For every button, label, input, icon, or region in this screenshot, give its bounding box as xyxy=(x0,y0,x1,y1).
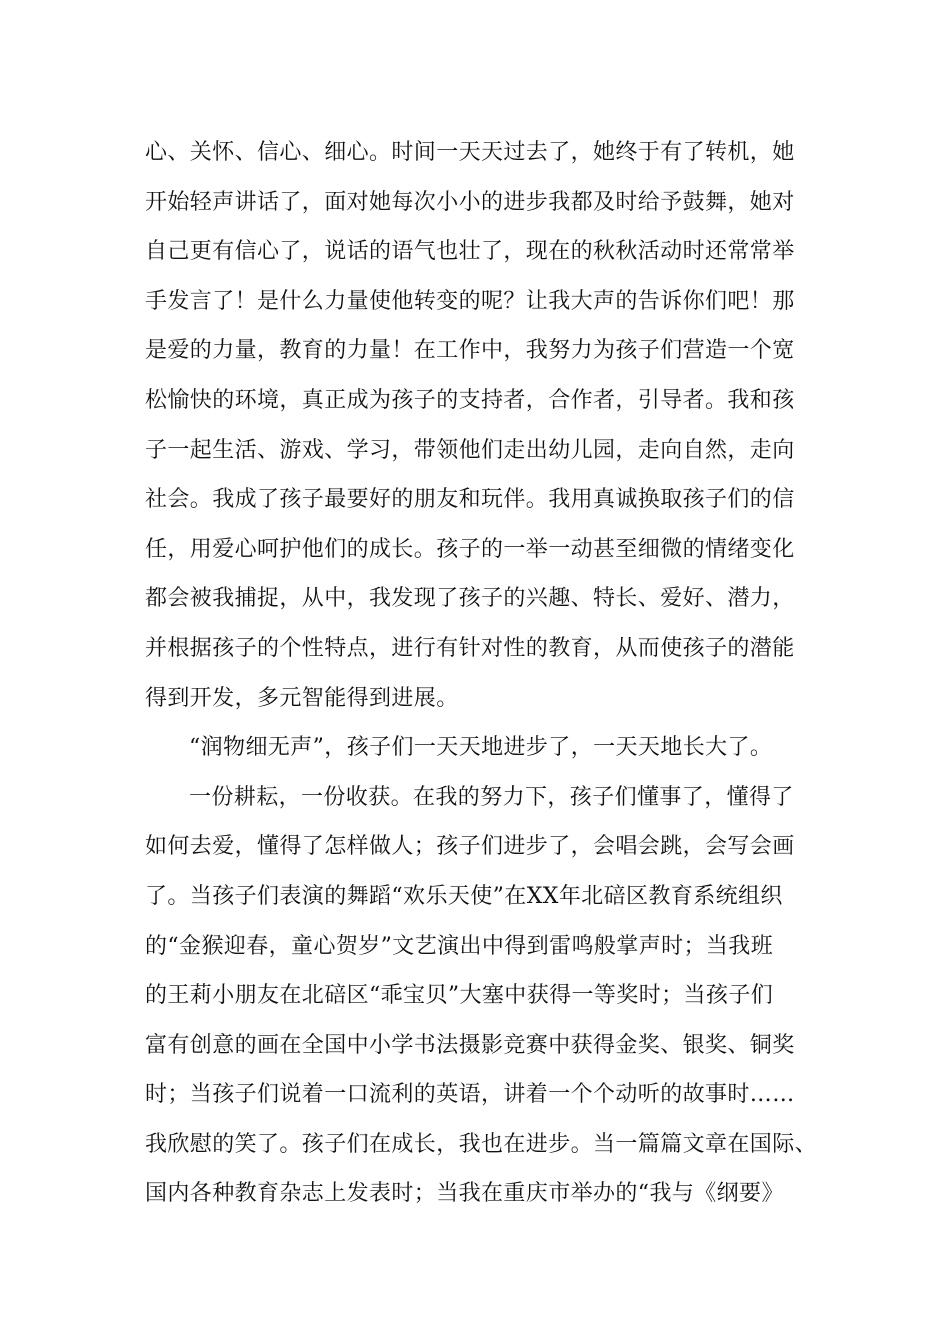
text-line: 心、关怀、信心、细心。时间一天天过去了，她终于有了转机，她 xyxy=(145,140,795,165)
text-line: 的“金猴迎春，童心贺岁”文艺演出中得到雷鸣般掌声时；当我班 xyxy=(145,933,774,959)
text-line: 松愉快的环境，真正成为孩子的支持者，合作者，引导者。我和孩 xyxy=(145,387,795,413)
text-line: 并根据孩子的个性特点，进行有针对性的教育，从而使孩子的潜能 xyxy=(145,635,795,661)
text-line: 得到开发，多元智能得到进展。 xyxy=(145,685,459,711)
text-line: 任，用爱心呵护他们的成长。孩子的一举一动甚至细微的情绪变化 xyxy=(145,536,795,562)
text-line: 富有创意的画在全国中小学书法摄影竞赛中获得金奖、银奖、铜奖 xyxy=(145,1032,795,1058)
text-line: 手发言了！是什么力量使他转变的呢？让我大声的告诉你们吧！那 xyxy=(145,288,795,314)
body-text xyxy=(145,128,835,1219)
paragraph-start-line: “润物细无声”，孩子们一天天地进步了，一天天地长大了。 xyxy=(189,735,773,761)
text-line: 都会被我捕捉，从中，我发现了孩子的兴趣、特长、爱好、潜力， xyxy=(145,586,795,612)
text-line: 如何去爱，懂得了怎样做人；孩子们进步了，会唱会跳，会写会画 xyxy=(145,834,795,860)
paragraph-start-line: 一份耕耘，一份收获。在我的努力下，孩子们懂事了，懂得了 xyxy=(189,784,794,810)
text-line: 是爱的力量，教育的力量！在工作中，我努力为孩子们营造一个宽 xyxy=(145,338,795,364)
text-line: 社会。我成了孩子最要好的朋友和玩伴。我用真诚换取孩子们的信 xyxy=(145,487,795,513)
text-line: 时；当孩子们说着一口流利的英语，讲着一个个动听的故事时…… xyxy=(145,1082,795,1108)
text-line: 子一起生活、游戏、学习，带领他们走出幼儿园，走向自然，走向 xyxy=(145,437,795,463)
text-line: 的王莉小朋友在北碚区“乖宝贝”大塞中获得一等奖时；当孩子们 xyxy=(145,983,774,1009)
text-line: 国内各种教育杂志上发表时；当我在重庆市举办的“我与《纲要》 xyxy=(145,1181,784,1207)
text-line: 了。当孩子们表演的舞蹈“欢乐天使”在XX年北碚区教育系统组织 xyxy=(145,883,783,909)
text-line: 开始轻声讲话了，面对她每次小小的进步我都及时给予鼓舞，她对 xyxy=(145,189,795,215)
text-line: 自己更有信心了，说话的语气也壮了，现在的秋秋活动时还常常举 xyxy=(145,239,795,265)
text-line: 我欣慰的笑了。孩子们在成长，我也在进步。当一篇篇文章在国际、 xyxy=(145,1131,818,1157)
